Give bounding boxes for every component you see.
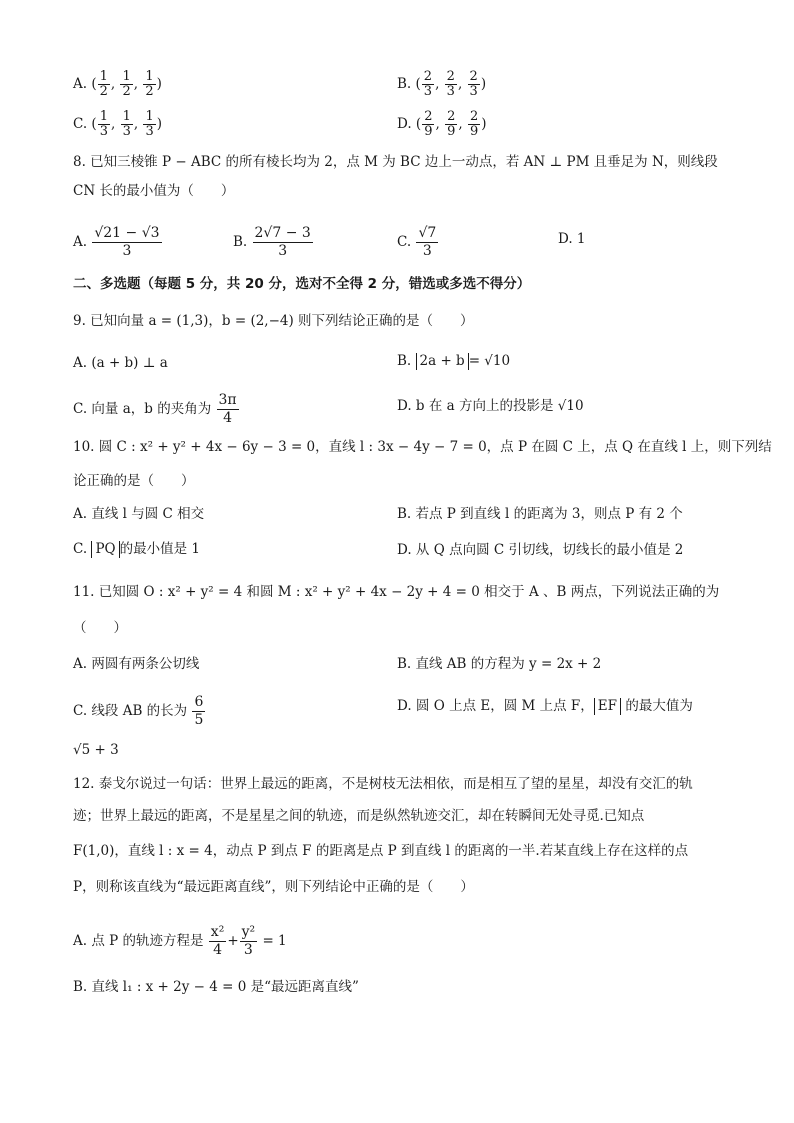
q8-option-a: A. $\frac{√21 - √3}{3}$ bbox=[73, 225, 160, 259]
q11-option-d-continued: √5 + 3 bbox=[73, 742, 119, 758]
q11-option-c: C. 线段 AB 的长为 $\frac{6}{5}$ bbox=[73, 694, 204, 728]
q12-option-b: B. 直线 l₁ : x + 2y − 4 = 0 是“最远距离直线” bbox=[73, 979, 359, 995]
q9-option-c: C. 向量 a，b 的夹角为 $\frac{3\pi}{4}$ bbox=[73, 392, 237, 426]
q8-stem-line2: CN 长的最小值为（ ） bbox=[73, 183, 235, 199]
q11-option-a: A. 两圆有两条公切线 bbox=[73, 656, 200, 672]
q11-option-b: B. 直线 AB 的方程为 y = 2x + 2 bbox=[397, 656, 602, 672]
q12-stem-line4: P，则称该直线为“最远距离直线”，则下列结论中正确的是（ ） bbox=[73, 879, 474, 895]
q10-option-d: D. 从 Q 点向圆 C 引切线，切线长的最小值是 2 bbox=[397, 542, 684, 558]
q9-option-a: A. (a + b) ⊥ a bbox=[73, 355, 168, 371]
q11-stem-line1: 11. 已知圆 O : x² + y² = 4 和圆 M : x² + y² + 4x − 2y + 4 = 0 相交于 A 、B 两点，下列说法正确的为 bbox=[73, 584, 720, 600]
q12-stem-line3: F(1,0)，直线 l : x = 4，动点 P 到点 F 的距离是点 P 到直线 l 的距离的一半.若某直线上存在这样的点 bbox=[73, 843, 689, 859]
q7-option-b: B. ( $\frac{2}{3}$ , $\frac{2}{3}$ , $\frac{2}{3}$ ) bbox=[397, 69, 487, 99]
q10-stem-line2: 论正确的是（ ） bbox=[73, 473, 195, 489]
q10-stem-line1: 10. 圆 C : x² + y² + 4x − 6y − 3 = 0，直线 l : 3x − 4y − 7 = 0，点 P 在圆 C 上，点 Q 在直线 l 上，则下列结 bbox=[73, 439, 772, 455]
section-title-multiple-choice: 二、多选题（每题 5 分，共 20 分，选对不全得 2 分，错选或多选不得分） bbox=[73, 276, 531, 292]
q12-stem-line1: 12. 泰戈尔说过一句话：世界上最远的距离，不是树枝无法相依，而是相互了望的星星，却没有交汇的轨 bbox=[73, 776, 693, 792]
q8-option-d: D. 1 bbox=[558, 231, 586, 247]
q9-option-b: B. 2a + b = √10 bbox=[397, 353, 511, 369]
q9-option-d: D. b 在 a 方向上的投影是 √10 bbox=[397, 398, 584, 414]
q8-option-c: C. $\frac{√7}{3}$ bbox=[397, 225, 437, 259]
q8-option-b: B. $\frac{2√7 - 3}{3}$ bbox=[233, 225, 311, 259]
q12-stem-line2: 迹；世界上最远的距离，不是星星之间的轨迹，而是纵然轨迹交汇，却在转瞬间无处寻觅.已知点 bbox=[73, 808, 645, 824]
q11-stem-line2: （ ） bbox=[73, 620, 127, 636]
q10-option-c: C. PQ 的最小值是 1 bbox=[73, 541, 200, 557]
q12-option-a: A. 点 P 的轨迹方程是 $\frac{\text{x²}}{4}$ + $\frac{\text{y²}}{3}$ = 1 bbox=[73, 924, 287, 958]
q10-option-b: B. 若点 P 到直线 l 的距离为 3，则点 P 有 2 个 bbox=[397, 506, 683, 522]
q9-stem: 9. 已知向量 a = (1,3)，b = (2,−4) 则下列结论正确的是（ ） bbox=[73, 313, 474, 329]
q7-option-c: C. ( $\frac{1}{3}$ , $\frac{1}{3}$ , $\frac{1}{3}$ ) bbox=[73, 109, 163, 139]
q7-option-a: A. ( $\frac{1}{2}$ , $\frac{1}{2}$ , $\frac{1}{2}$ ) bbox=[73, 69, 162, 99]
q8-stem-line1: 8. 已知三棱锥 P − ABC 的所有棱长均为 2，点 M 为 BC 边上一动点，若 AN ⊥ PM 且垂足为 N，则线段 bbox=[73, 154, 718, 170]
q11-option-d: D. 圆 O 上点 E，圆 M 上点 F， EF 的最大值为 bbox=[397, 698, 693, 714]
q10-option-a: A. 直线 l 与圆 C 相交 bbox=[73, 506, 205, 522]
q7-option-d: D. ( $\frac{2}{9}$ , $\frac{2}{9}$ , $\frac{2}{9}$ ) bbox=[397, 109, 487, 139]
